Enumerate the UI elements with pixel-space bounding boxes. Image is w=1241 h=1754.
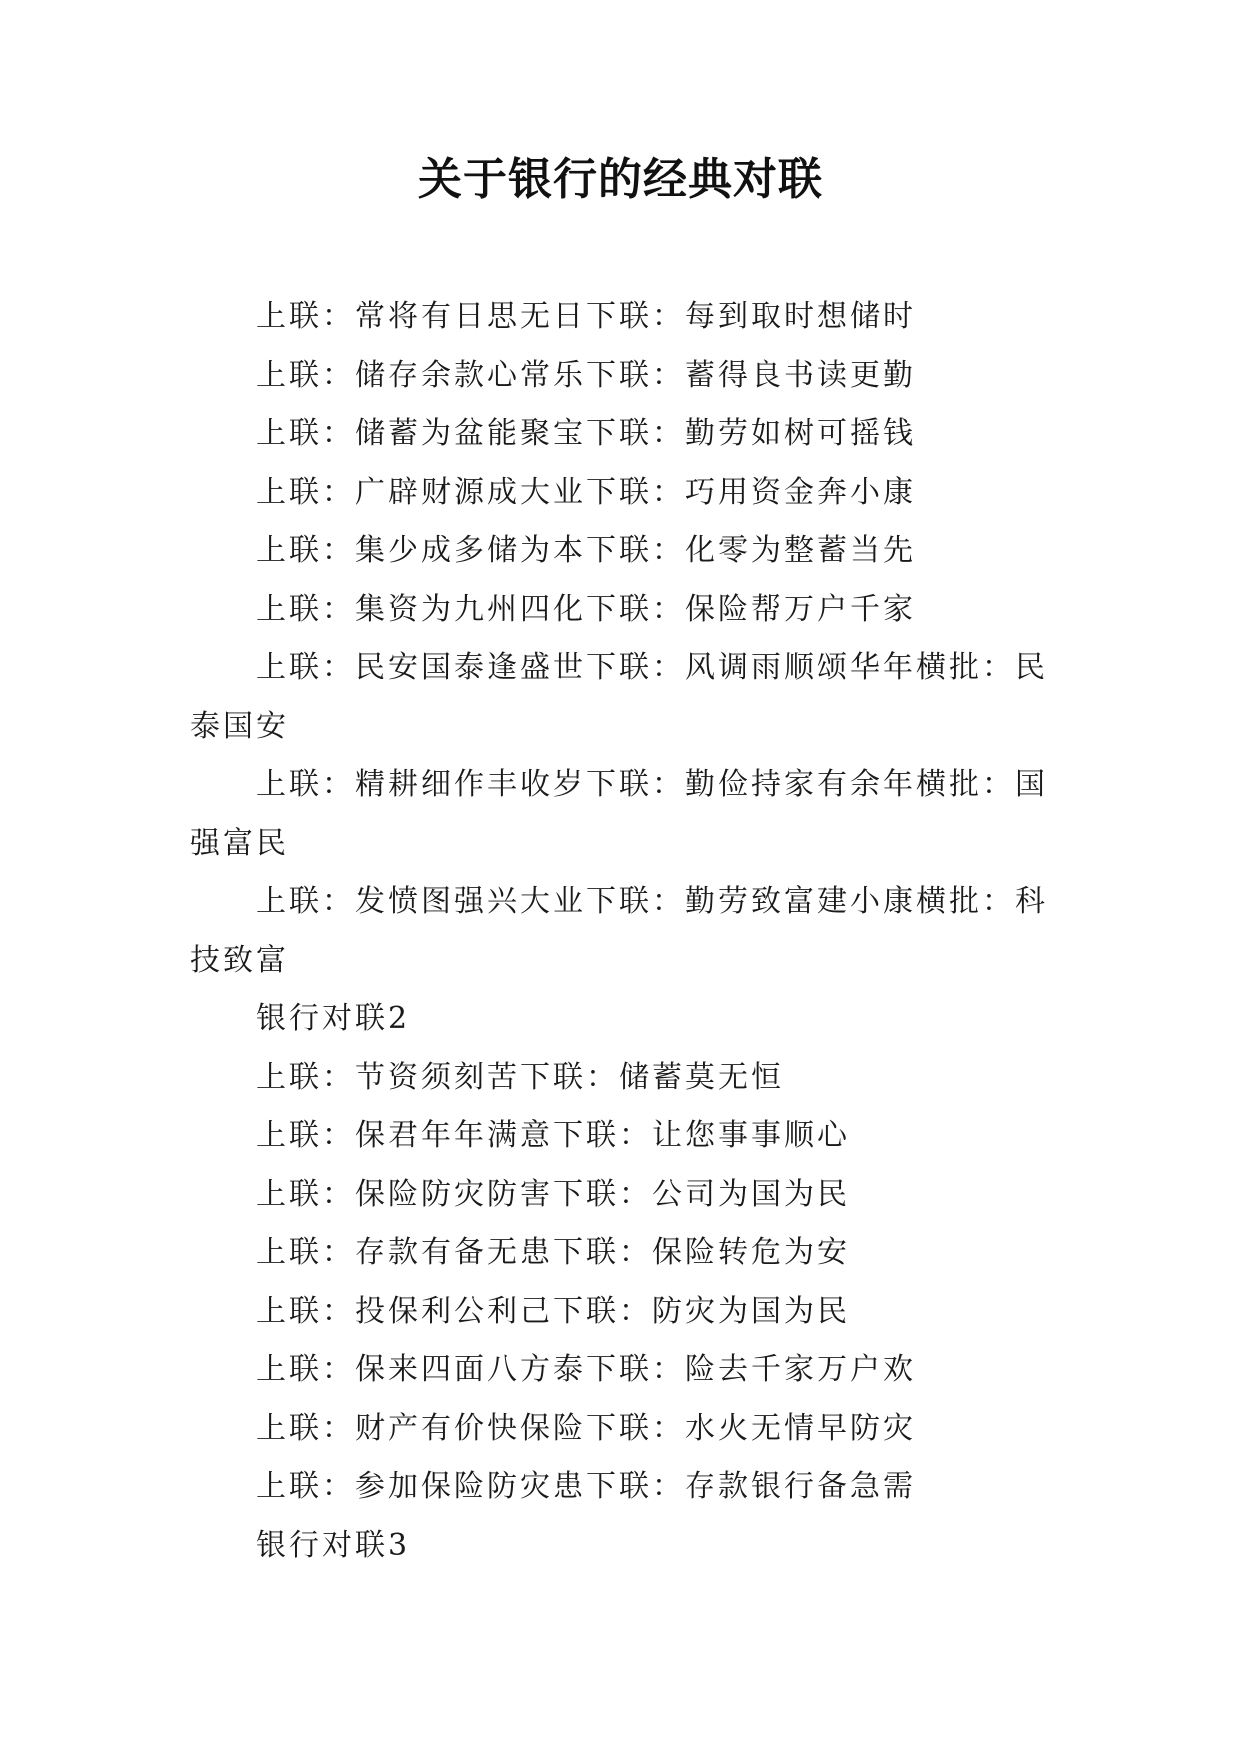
couplet-paragraph: 上联：储蓄为盆能聚宝下联：勤劳如树可摇钱 xyxy=(256,416,916,451)
couplet-paragraph: 上联：参加保险防灾患下联：存款银行备急需 xyxy=(256,1469,916,1504)
couplet-paragraph: 上联：节资须刻苦下联：储蓄莫无恒 xyxy=(256,1059,784,1095)
couplet-paragraph: 上联：广辟财源成大业下联：巧用资金奔小康 xyxy=(256,474,916,510)
section-heading: 银行对联2 xyxy=(256,1001,411,1036)
couplet-paragraph: 上联：集资为九州四化下联：保险帮万户千家 xyxy=(256,591,916,627)
couplet-paragraph: 上联：精耕细作丰收岁下联：勤俭持家有余年横批：国强富民 xyxy=(190,767,1048,861)
couplet-paragraph: 上联：民安国泰逢盛世下联：风调雨顺颂华年横批：民泰国安 xyxy=(190,650,1048,744)
section-heading: 银行对联3 xyxy=(256,1527,411,1563)
couplet-paragraph: 上联：财产有价快保险下联：水火无情早防灾 xyxy=(256,1410,916,1446)
couplet-paragraph: 上联：保险防灾防害下联：公司为国为民 xyxy=(256,1176,850,1212)
couplet-paragraph: 上联：保来四面八方泰下联：险去千家万户欢 xyxy=(256,1352,916,1387)
couplet-paragraph: 上联：储存余款心常乐下联：蓄得良书读更勤 xyxy=(256,357,916,393)
couplet-paragraph: 上联：投保利公利己下联：防灾为国为民 xyxy=(256,1293,850,1329)
couplet-paragraph: 上联：常将有日思无日下联：每到取时想储时 xyxy=(256,299,916,334)
couplet-paragraph: 上联：存款有备无患下联：保险转危为安 xyxy=(256,1235,850,1270)
couplet-paragraph: 上联：发愤图强兴大业下联：勤劳致富建小康横批：科技致富 xyxy=(190,884,1048,978)
document-body xyxy=(190,288,1050,1575)
document-title: 关于银行的经典对联 xyxy=(418,154,823,205)
couplet-paragraph: 上联：集少成多储为本下联：化零为整蓄当先 xyxy=(256,533,916,568)
couplet-paragraph: 上联：保君年年满意下联：让您事事顺心 xyxy=(256,1118,850,1153)
